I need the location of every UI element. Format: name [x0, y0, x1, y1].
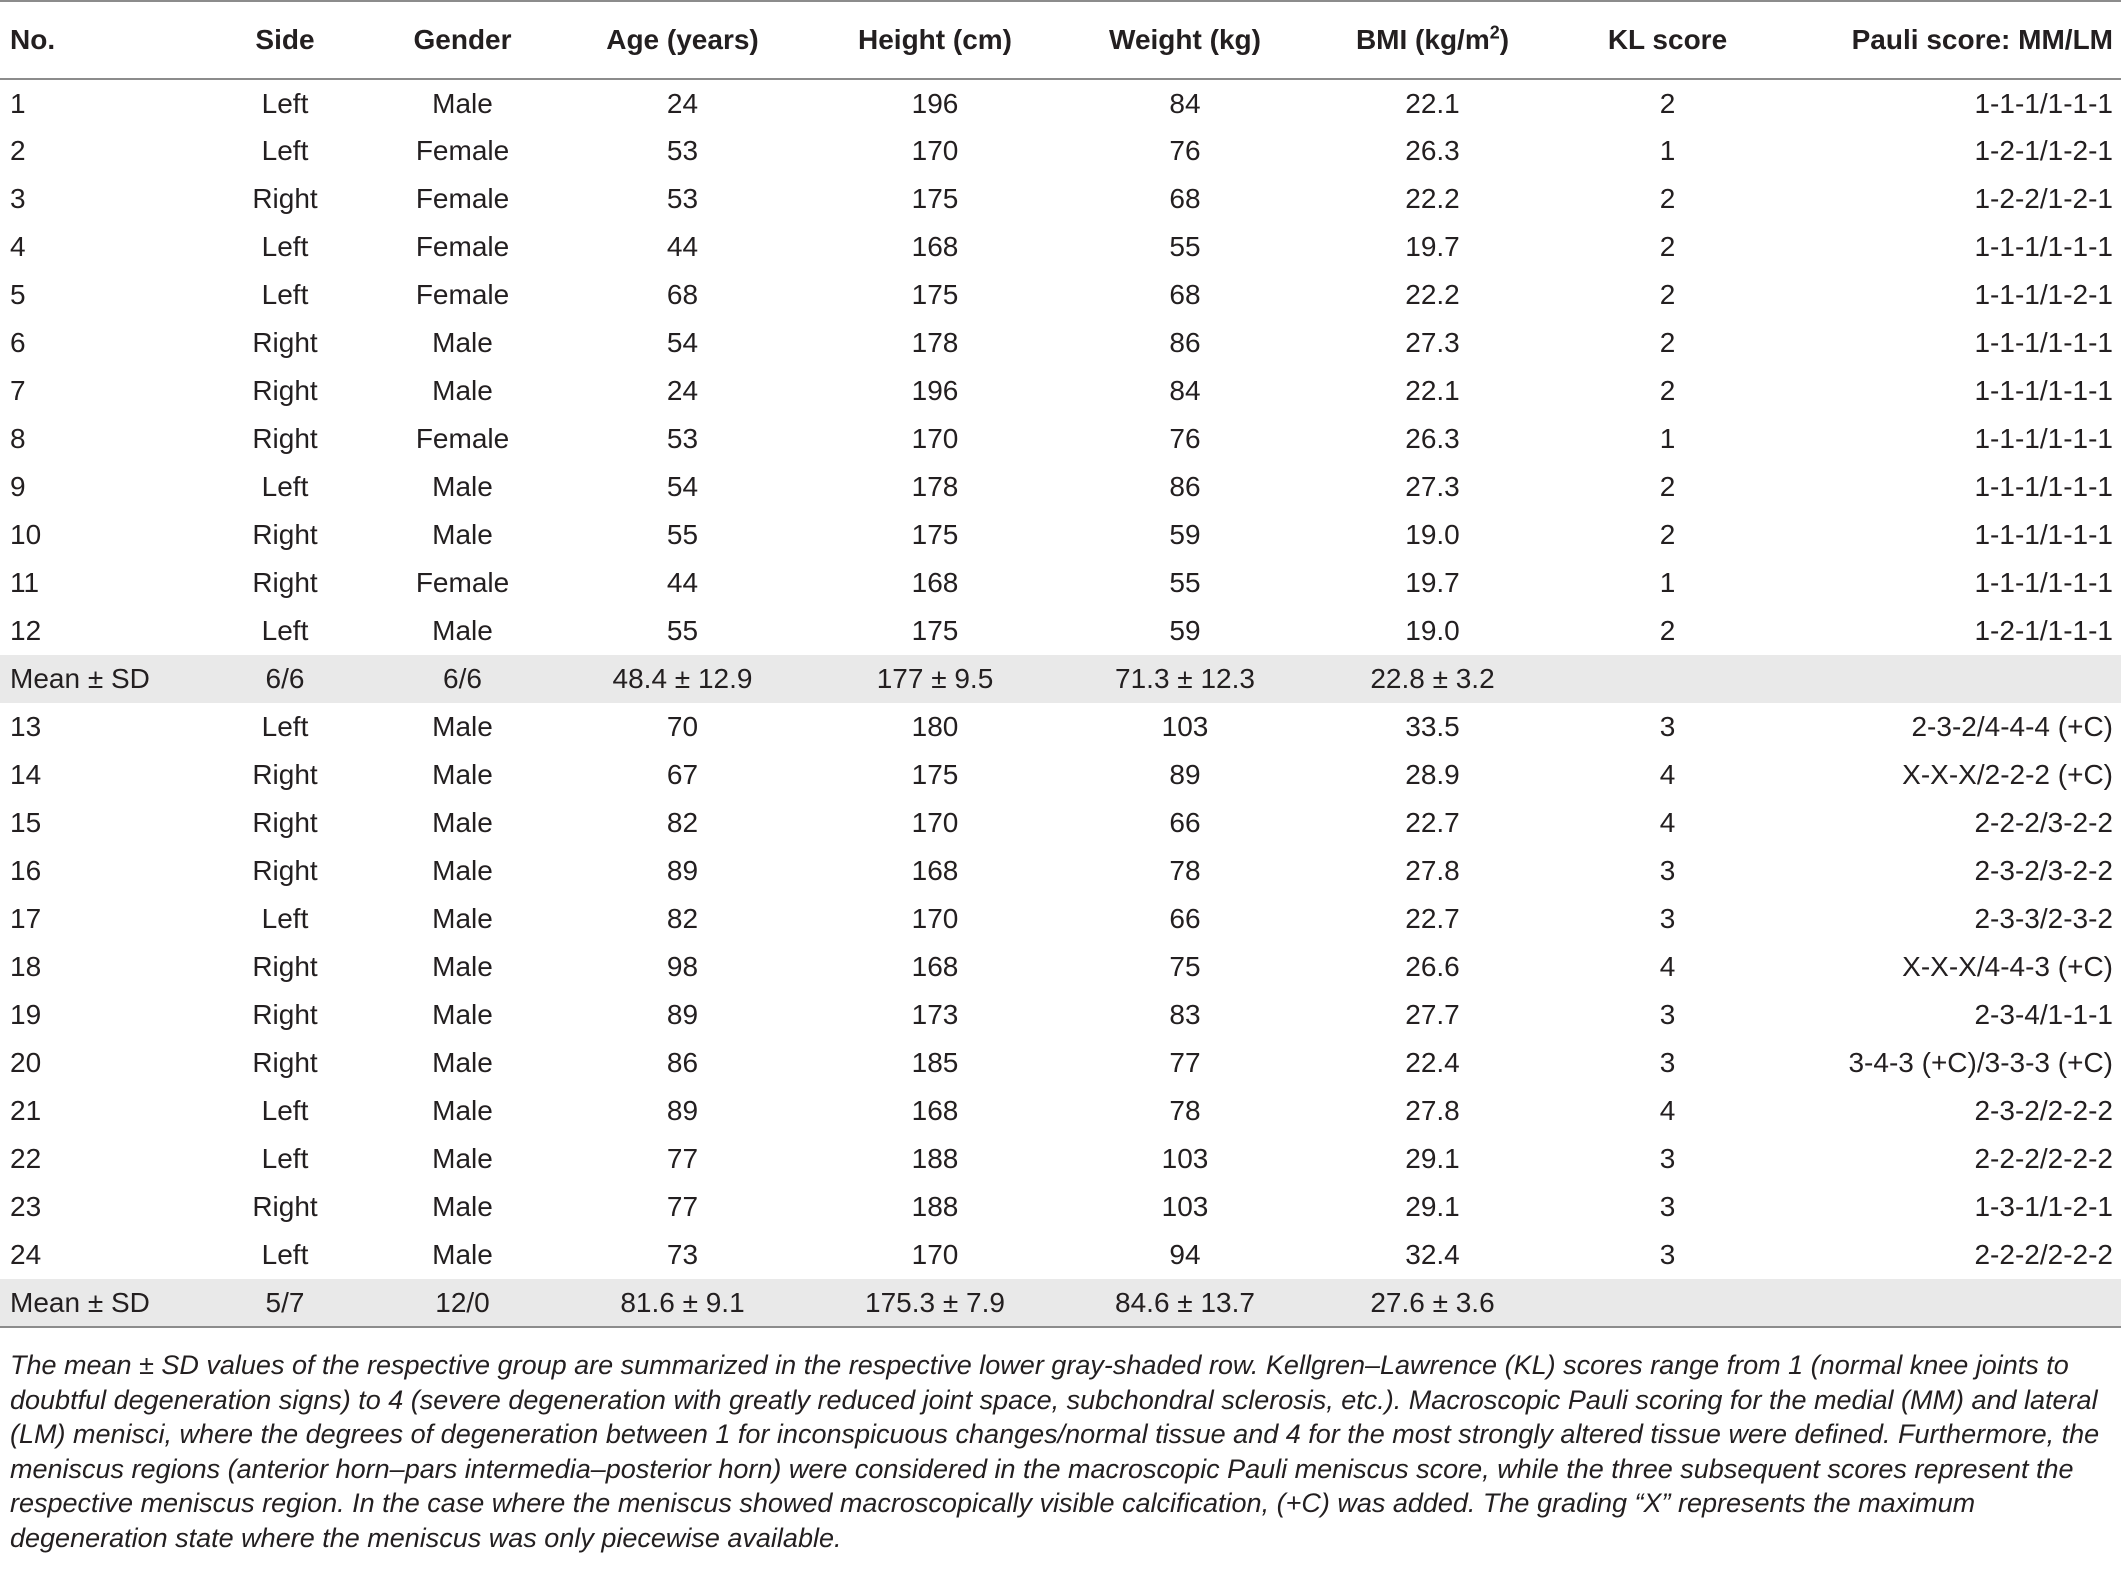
cell-bmi: 27.7 — [1405, 999, 1460, 1030]
cell-age: 24 — [666, 87, 699, 119]
cell-side: Left — [261, 711, 309, 742]
cell-side: Right — [252, 375, 318, 406]
cell-weight: 86 — [1169, 471, 1201, 502]
table-row — [0, 607, 2121, 655]
cell-gender: Male — [432, 519, 493, 550]
cell-side: Left — [261, 1095, 309, 1126]
cell-kl-score: 2 — [1659, 327, 1676, 358]
cell-bmi: 22.2 — [1405, 183, 1460, 214]
cell-bmi: 22.2 — [1405, 279, 1460, 310]
cell-pauli-score: X-X-X/4-4-3 (+C) — [1902, 951, 2113, 982]
cell-gender: Male — [432, 1143, 493, 1174]
cell-age: 73 — [666, 1239, 699, 1270]
cell-side: Right — [252, 1191, 318, 1222]
cell-side: Left — [261, 615, 309, 646]
cell-side: Left — [261, 903, 309, 934]
cell-gender: Male — [432, 807, 493, 838]
table-row — [0, 271, 2121, 319]
cell-gender: Male — [432, 471, 493, 502]
cell-age: 53 — [666, 135, 699, 166]
summary-row — [0, 655, 2121, 703]
header-no: No. — [0, 1, 200, 79]
cell-age: 77 — [666, 1143, 699, 1174]
cell-age: 89 — [666, 855, 699, 886]
cell-gender: Male — [432, 1191, 493, 1222]
cell-weight: 89 — [1169, 759, 1201, 790]
cell-age: 86 — [666, 1047, 699, 1078]
cell-pauli-score: 2-2-2/3-2-2 — [1974, 807, 2113, 838]
cell-gender: Female — [415, 135, 510, 166]
cell-bmi: 19.0 — [1405, 615, 1460, 646]
cell-age: 82 — [666, 903, 699, 934]
cell-weight: 66 — [1169, 807, 1201, 838]
cell-bmi: 22.7 — [1405, 807, 1460, 838]
cell-side: 5/7 — [200, 1279, 370, 1327]
cell-age: 53 — [666, 423, 699, 454]
cell-no: 19 — [10, 999, 42, 1030]
cell-no: 6 — [10, 327, 26, 358]
cell-pauli-score: 2-2-2/2-2-2 — [1974, 1239, 2113, 1270]
cell-no: 21 — [10, 1095, 42, 1126]
cell-height: 168 — [911, 231, 959, 262]
cell-weight: 68 — [1169, 279, 1201, 310]
cell-pauli-score: 3-4-3 (+C)/3-3-3 (+C) — [1848, 1047, 2113, 1078]
cell-gender: Male — [432, 87, 493, 119]
header-height: Height (cm) — [810, 1, 1060, 79]
cell-gender: Male — [432, 1239, 493, 1270]
header-gender: Gender — [370, 1, 555, 79]
cell-bmi: 27.3 — [1405, 327, 1460, 358]
cell-side: Right — [252, 327, 318, 358]
table-row — [0, 223, 2121, 271]
cell-height: 196 — [911, 87, 959, 119]
cell-height: 168 — [911, 567, 959, 598]
cell-no: 23 — [10, 1191, 42, 1222]
cell-side: Left — [261, 1143, 309, 1174]
cell-kl-score: 1 — [1659, 567, 1676, 598]
table-row — [0, 1135, 2121, 1183]
cell-weight: 68 — [1169, 183, 1201, 214]
table-row — [0, 367, 2121, 415]
cell-weight: 84.6 ± 13.7 — [1060, 1279, 1310, 1327]
cell-age: 68 — [666, 279, 699, 310]
cell-kl-score: 1 — [1659, 135, 1676, 166]
cell-bmi: 26.3 — [1405, 135, 1460, 166]
cell-weight: 66 — [1169, 903, 1201, 934]
cell-age: 54 — [666, 327, 699, 358]
cell-kl-score — [1555, 655, 1780, 703]
cell-pauli-score: 2-3-2/2-2-2 — [1974, 1095, 2113, 1126]
cell-height: 175 — [911, 279, 959, 310]
cell-age: 53 — [666, 183, 699, 214]
cell-age: 89 — [666, 999, 699, 1030]
cell-height: 168 — [911, 1095, 959, 1126]
cell-gender: Female — [415, 567, 510, 598]
cell-no: 22 — [10, 1143, 42, 1174]
cell-side: Right — [252, 951, 318, 982]
cell-side: Right — [252, 1047, 318, 1078]
table-footnote: The mean ± SD values of the respective group are summarized in the respective lower gray-shaded row. Kellgren–Lawrence (KL) scores range from 1 (normal knee joints to doubtful degeneration signs) to 4 (severe degeneration with greatly reduced joint space, subchondral sclerosis, etc.). Macroscopic Pauli scoring for the medial (MM) and lateral (LM) menisci, where the degrees of degeneration between 1 for inconspicuous changes/normal tissue and 4 for the most strongly altered tissue were defined. Furthermore, the meniscus regions (anterior horn–pars intermedia–posterior horn) were considered in the macroscopic Pauli meniscus score, while the three subsequent scores represent the respective meniscus region. In the case where the meniscus showed macroscopically visible calcification, (+C) was added. The grading “X” represents the maximum degeneration state where the meniscus was only piecewise available. — [10, 1350, 2100, 1553]
cell-kl-score: 4 — [1659, 807, 1676, 838]
cell-bmi: 28.9 — [1405, 759, 1460, 790]
cell-side: Right — [252, 519, 318, 550]
cell-kl-score: 4 — [1659, 951, 1676, 982]
cell-pauli-score: X-X-X/2-2-2 (+C) — [1902, 759, 2113, 790]
cell-bmi: 19.7 — [1405, 231, 1460, 262]
cell-side: Right — [252, 759, 318, 790]
cell-no: 20 — [10, 1047, 42, 1078]
table-row — [0, 751, 2121, 799]
cell-no: 14 — [10, 759, 42, 790]
cell-pauli-score: 1-2-1/1-2-1 — [1974, 135, 2113, 166]
cell-kl-score: 3 — [1659, 711, 1676, 742]
cell-kl-score: 2 — [1659, 183, 1676, 214]
cell-no: 16 — [10, 855, 42, 886]
cell-kl-score: 2 — [1659, 375, 1676, 406]
table-row — [0, 1039, 2121, 1087]
cell-side: Left — [261, 87, 309, 119]
cell-pauli-score: 1-2-2/1-2-1 — [1974, 183, 2113, 214]
cell-no: 3 — [10, 183, 26, 214]
cell-pauli-score: 1-1-1/1-1-1 — [1974, 519, 2113, 550]
cell-age: 98 — [666, 951, 699, 982]
cell-weight: 78 — [1169, 855, 1201, 886]
cell-gender: Male — [432, 615, 493, 646]
cell-no: 15 — [10, 807, 42, 838]
cell-bmi: 29.1 — [1405, 1143, 1460, 1174]
cell-bmi: 32.4 — [1405, 1239, 1460, 1270]
cell-pauli-score — [1780, 1279, 2121, 1327]
table-row — [0, 991, 2121, 1039]
cell-pauli-score: 1-2-1/1-1-1 — [1974, 615, 2113, 646]
cell-gender: Male — [432, 855, 493, 886]
cell-bmi: 29.1 — [1405, 1191, 1460, 1222]
cell-bmi: 26.6 — [1405, 951, 1460, 982]
cell-height: 170 — [911, 135, 959, 166]
summary-row — [0, 1279, 2121, 1327]
cell-weight: 86 — [1169, 327, 1201, 358]
cell-weight: 103 — [1161, 711, 1209, 742]
cell-gender: Male — [432, 375, 493, 406]
cell-no: 2 — [10, 135, 26, 166]
cell-kl-score: 2 — [1659, 87, 1676, 119]
cell-weight: 78 — [1169, 1095, 1201, 1126]
cell-kl-score: 3 — [1659, 1143, 1676, 1174]
cell-gender: Male — [432, 1095, 493, 1126]
cell-age: 55 — [666, 615, 699, 646]
cell-no: 9 — [10, 471, 26, 502]
cell-bmi: 33.5 — [1405, 711, 1460, 742]
cell-gender: Male — [432, 327, 493, 358]
cell-gender: Male — [432, 1047, 493, 1078]
cell-weight: 75 — [1169, 951, 1201, 982]
table-row — [0, 703, 2121, 751]
cell-pauli-score: 1-1-1/1-1-1 — [1974, 327, 2113, 358]
cell-kl-score: 2 — [1659, 279, 1676, 310]
table-row — [0, 319, 2121, 367]
cell-pauli-score: 1-1-1/1-1-1 — [1974, 231, 2113, 262]
cell-weight: 84 — [1169, 87, 1201, 119]
cell-side: Left — [261, 279, 309, 310]
cell-weight: 76 — [1169, 423, 1201, 454]
cell-gender: Male — [432, 759, 493, 790]
cell-kl-score: 3 — [1659, 903, 1676, 934]
cell-pauli-score: 1-1-1/1-2-1 — [1974, 279, 2113, 310]
cell-no: 5 — [10, 279, 26, 310]
cell-weight: 76 — [1169, 135, 1201, 166]
cell-age: 70 — [666, 711, 699, 742]
cell-bmi: 27.8 — [1405, 855, 1460, 886]
cell-bmi: 27.6 ± 3.6 — [1310, 1279, 1555, 1327]
cell-height: 178 — [911, 471, 959, 502]
cell-side: Left — [261, 1239, 309, 1270]
cell-side: Right — [252, 855, 318, 886]
table-row — [0, 1087, 2121, 1135]
cell-pauli-score: 2-3-2/3-2-2 — [1974, 855, 2113, 886]
cell-age: 44 — [666, 231, 699, 262]
cell-weight: 83 — [1169, 999, 1201, 1030]
cell-side: Left — [261, 471, 309, 502]
table-row — [0, 463, 2121, 511]
cell-bmi: 22.8 ± 3.2 — [1310, 655, 1555, 703]
cell-age: 55 — [666, 519, 699, 550]
cell-side: Right — [252, 423, 318, 454]
table-row — [0, 943, 2121, 991]
cell-kl-score: 3 — [1659, 1239, 1676, 1270]
cell-gender: Female — [415, 231, 510, 262]
cell-kl-score: 2 — [1659, 231, 1676, 262]
cell-weight: 103 — [1161, 1143, 1209, 1174]
cell-kl-score: 4 — [1659, 759, 1676, 790]
cell-height: 177 ± 9.5 — [810, 655, 1060, 703]
cell-gender: Male — [432, 951, 493, 982]
cell-pauli-score: 1-1-1/1-1-1 — [1974, 87, 2113, 119]
cell-side: 6/6 — [200, 655, 370, 703]
cell-no: 4 — [10, 231, 26, 262]
table-row — [0, 1231, 2121, 1279]
cell-age: 24 — [666, 375, 699, 406]
cell-age: 48.4 ± 12.9 — [555, 655, 810, 703]
cell-kl-score: 3 — [1659, 855, 1676, 886]
cell-height: 180 — [911, 711, 959, 742]
cell-height: 168 — [911, 951, 959, 982]
cell-no: 13 — [10, 711, 42, 742]
cell-kl-score: 3 — [1659, 999, 1676, 1030]
cell-weight: 84 — [1169, 375, 1201, 406]
cell-height: 188 — [911, 1191, 959, 1222]
header-age: Age (years) — [555, 1, 810, 79]
cell-height: 175 — [911, 759, 959, 790]
cell-pauli-score — [1780, 655, 2121, 703]
cell-weight: 59 — [1169, 615, 1201, 646]
header-bmi-close: ) — [1499, 24, 1510, 55]
cell-bmi: 19.7 — [1405, 567, 1460, 598]
cell-pauli-score: 1-1-1/1-1-1 — [1974, 423, 2113, 454]
cell-kl-score: 2 — [1659, 471, 1676, 502]
table-row — [0, 847, 2121, 895]
cell-side: Right — [252, 999, 318, 1030]
cell-side: Left — [261, 135, 309, 166]
cell-side: Right — [252, 807, 318, 838]
header-kl-score: KL score — [1555, 1, 1780, 79]
cell-gender: Female — [415, 279, 510, 310]
cell-age: 67 — [666, 759, 699, 790]
cell-age: 89 — [666, 1095, 699, 1126]
cell-bmi: 27.3 — [1405, 471, 1460, 502]
cell-no: 17 — [10, 903, 42, 934]
cell-no: 1 — [10, 87, 26, 119]
cell-age: 54 — [666, 471, 699, 502]
cell-age: 82 — [666, 807, 699, 838]
cell-height: 168 — [911, 855, 959, 886]
cell-height: 178 — [911, 327, 959, 358]
header-bmi-superscript: 2 — [1489, 22, 1500, 43]
cell-bmi: 22.4 — [1405, 1047, 1460, 1078]
cell-pauli-score: 2-3-2/4-4-4 (+C) — [1911, 711, 2113, 742]
cell-weight: 103 — [1161, 1191, 1209, 1222]
table-row — [0, 895, 2121, 943]
cell-side: Left — [261, 231, 309, 262]
cell-height: 196 — [911, 375, 959, 406]
table-row — [0, 559, 2121, 607]
header-bmi — [1310, 1, 1555, 79]
cell-height: 175 — [911, 183, 959, 214]
cell-kl-score: 4 — [1659, 1095, 1676, 1126]
cell-height: 175.3 ± 7.9 — [810, 1279, 1060, 1327]
cell-gender: Male — [432, 903, 493, 934]
cell-kl-score — [1555, 1279, 1780, 1327]
cell-weight: 94 — [1169, 1239, 1201, 1270]
cell-height: 170 — [911, 807, 959, 838]
cell-height: 173 — [911, 999, 959, 1030]
cell-bmi: 19.0 — [1405, 519, 1460, 550]
cell-gender: Female — [415, 183, 510, 214]
cell-pauli-score: 2-3-3/2-3-2 — [1974, 903, 2113, 934]
cell-pauli-score: 1-1-1/1-1-1 — [1974, 567, 2113, 598]
cell-kl-score: 2 — [1659, 519, 1676, 550]
cell-no: 8 — [10, 423, 26, 454]
cell-bmi: 22.1 — [1405, 87, 1460, 119]
cell-age: 77 — [666, 1191, 699, 1222]
header-side: Side — [200, 1, 370, 79]
table-row — [0, 79, 2121, 127]
cell-side: Right — [252, 567, 318, 598]
cell-height: 175 — [911, 519, 959, 550]
cell-kl-score: 2 — [1659, 615, 1676, 646]
cell-bmi: 22.1 — [1405, 375, 1460, 406]
cell-no: 24 — [10, 1239, 42, 1270]
cell-weight: 71.3 ± 12.3 — [1060, 655, 1310, 703]
cell-pauli-score: 2-3-4/1-1-1 — [1974, 999, 2113, 1030]
cell-pauli-score: 2-2-2/2-2-2 — [1974, 1143, 2113, 1174]
cell-weight: 55 — [1169, 567, 1201, 598]
cell-gender: Male — [432, 999, 493, 1030]
cell-height: 175 — [911, 615, 959, 646]
cell-weight: 59 — [1169, 519, 1201, 550]
cell-kl-score: 1 — [1659, 423, 1676, 454]
cell-weight: 55 — [1169, 231, 1201, 262]
cell-no: 7 — [10, 375, 26, 406]
table-row — [0, 511, 2121, 559]
table-row — [0, 1183, 2121, 1231]
cell-no: 10 — [10, 519, 42, 550]
cell-height: 170 — [911, 423, 959, 454]
table-row — [0, 175, 2121, 223]
cell-weight: 77 — [1169, 1047, 1201, 1078]
cell-pauli-score: 1-1-1/1-1-1 — [1974, 375, 2113, 406]
cell-height: 170 — [911, 903, 959, 934]
cell-age: 81.6 ± 9.1 — [555, 1279, 810, 1327]
table-row — [0, 415, 2121, 463]
cell-gender: Male — [432, 711, 493, 742]
cell-gender: Female — [415, 423, 510, 454]
table-row — [0, 799, 2121, 847]
cell-gender: 12/0 — [370, 1279, 555, 1327]
cell-height: 188 — [911, 1143, 959, 1174]
cell-age: 44 — [666, 567, 699, 598]
header-pauli-score: Pauli score: MM/LM — [1780, 1, 2121, 79]
cell-pauli-score: 1-1-1/1-1-1 — [1974, 471, 2113, 502]
header-weight: Weight (kg) — [1060, 1, 1310, 79]
cell-no: 18 — [10, 951, 42, 982]
table-body — [0, 79, 2121, 1327]
cell-bmi: 22.7 — [1405, 903, 1460, 934]
cell-no: 12 — [10, 615, 42, 646]
cell-bmi: 26.3 — [1405, 423, 1460, 454]
cell-pauli-score: 1-3-1/1-2-1 — [1974, 1191, 2113, 1222]
cell-height: 170 — [911, 1239, 959, 1270]
table-header-row — [0, 1, 2121, 79]
cell-bmi: 27.8 — [1405, 1095, 1460, 1126]
table-row — [0, 127, 2121, 175]
cell-kl-score: 3 — [1659, 1191, 1676, 1222]
cell-no: 11 — [10, 567, 40, 598]
cell-no: Mean ± SD — [0, 1279, 200, 1327]
header-bmi-text: BMI (kg/m — [1355, 24, 1490, 55]
cell-height: 185 — [911, 1047, 959, 1078]
cell-kl-score: 3 — [1659, 1047, 1676, 1078]
cell-gender: 6/6 — [370, 655, 555, 703]
cell-no: Mean ± SD — [0, 655, 200, 703]
cell-side: Right — [252, 183, 318, 214]
